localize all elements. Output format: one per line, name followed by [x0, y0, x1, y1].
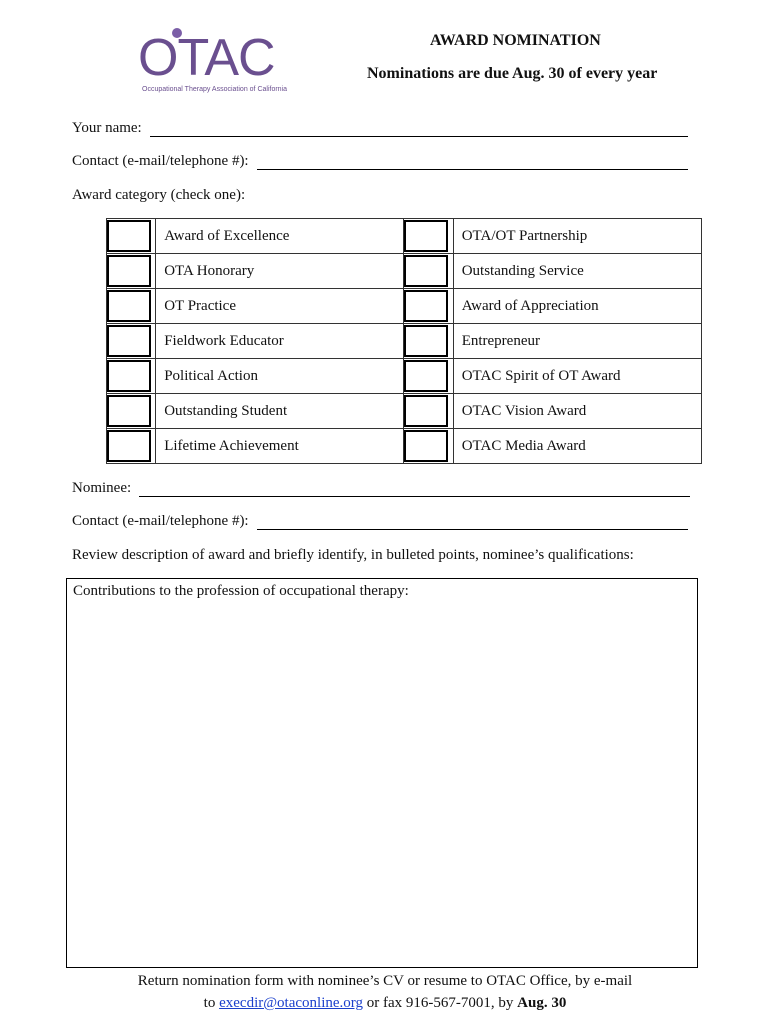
award-checkbox[interactable] — [404, 325, 448, 357]
footer-deadline: Aug. 30 — [517, 995, 567, 1011]
award-checkbox[interactable] — [404, 255, 448, 287]
award-row — [107, 324, 702, 359]
award-label: Lifetime Achievement — [156, 429, 404, 464]
logo-text: OTAC — [138, 29, 275, 87]
award-row — [107, 219, 702, 254]
your-name-label: Your name: — [72, 120, 142, 136]
nominee-contact-field[interactable] — [72, 513, 688, 530]
award-checkbox[interactable] — [404, 395, 448, 427]
nominee-field[interactable] — [72, 480, 690, 497]
award-checkbox-cell[interactable] — [107, 394, 156, 429]
award-checkbox[interactable] — [404, 430, 448, 462]
award-label: Outstanding Student — [156, 394, 404, 429]
contact-label: Contact (e-mail/telephone #): — [72, 153, 249, 169]
nominee-line[interactable] — [139, 482, 690, 497]
page-subtitle: Nominations are due Aug. 30 of every year — [367, 65, 658, 82]
award-checkbox-cell[interactable] — [107, 359, 156, 394]
award-row — [107, 254, 702, 289]
footer-fax: or fax 916-567-7001, by — [363, 995, 518, 1011]
review-instruction: Review description of award and briefly identify, in bulleted points, nominee’s qualifications: — [72, 547, 634, 563]
contact-line[interactable] — [257, 155, 688, 170]
award-row — [107, 429, 702, 464]
award-checkbox[interactable] — [404, 290, 448, 322]
award-checkbox-cell[interactable] — [404, 219, 453, 254]
award-label: OTA/OT Partnership — [453, 219, 701, 254]
award-label: OTAC Media Award — [453, 429, 701, 464]
award-checkbox-cell[interactable] — [107, 219, 156, 254]
award-row — [107, 394, 702, 429]
contributions-label: Contributions to the profession of occupational therapy: — [73, 583, 409, 599]
page-title: AWARD NOMINATION — [430, 32, 601, 49]
award-row — [107, 359, 702, 394]
email-link[interactable]: execdir@otaconline.org — [219, 995, 363, 1011]
award-checkbox-cell[interactable] — [404, 254, 453, 289]
award-checkbox[interactable] — [107, 360, 151, 392]
award-label: OT Practice — [156, 289, 404, 324]
your-name-field[interactable] — [72, 120, 688, 137]
logo-tagline: Occupational Therapy Association of California — [142, 86, 288, 93]
award-checkbox[interactable] — [107, 220, 151, 252]
footer-line1: Return nomination form with nominee’s CV or resume to OTAC Office, by e-mail — [137, 973, 633, 989]
award-label: Award of Excellence — [156, 219, 404, 254]
award-checkbox[interactable] — [404, 360, 448, 392]
contact-field[interactable] — [72, 153, 688, 170]
award-checkbox-cell[interactable] — [404, 394, 453, 429]
category-label: Award category (check one): — [72, 187, 246, 203]
award-label: OTA Honorary — [156, 254, 404, 289]
award-label: Award of Appreciation — [453, 289, 701, 324]
award-checkbox-cell[interactable] — [404, 289, 453, 324]
otac-logo — [138, 26, 288, 98]
award-checkbox-cell[interactable] — [404, 324, 453, 359]
award-checkbox-cell[interactable] — [107, 324, 156, 359]
footer-line2 — [0, 992, 770, 1014]
award-checkbox[interactable] — [107, 325, 151, 357]
award-checkbox-cell[interactable] — [107, 429, 156, 464]
award-label: Outstanding Service — [453, 254, 701, 289]
award-label: OTAC Vision Award — [453, 394, 701, 429]
award-checkbox[interactable] — [404, 220, 448, 252]
award-checkbox[interactable] — [107, 430, 151, 462]
footer — [0, 970, 770, 1014]
award-checkbox[interactable] — [107, 395, 151, 427]
award-category-table — [106, 218, 702, 464]
nominee-contact-line[interactable] — [257, 515, 688, 530]
award-checkbox-cell[interactable] — [107, 254, 156, 289]
award-label: Entrepreneur — [453, 324, 701, 359]
award-label: Political Action — [156, 359, 404, 394]
nominee-contact-label: Contact (e-mail/telephone #): — [72, 513, 249, 529]
footer-prefix: to — [203, 995, 220, 1011]
award-label: Fieldwork Educator — [156, 324, 404, 359]
nominee-label: Nominee: — [72, 480, 132, 496]
award-label: OTAC Spirit of OT Award — [453, 359, 701, 394]
award-checkbox[interactable] — [107, 290, 151, 322]
award-checkbox[interactable] — [107, 255, 151, 287]
contributions-box[interactable] — [66, 578, 698, 968]
your-name-line[interactable] — [150, 122, 688, 137]
award-row — [107, 289, 702, 324]
award-checkbox-cell[interactable] — [404, 359, 453, 394]
award-checkbox-cell[interactable] — [404, 429, 453, 464]
award-checkbox-cell[interactable] — [107, 289, 156, 324]
